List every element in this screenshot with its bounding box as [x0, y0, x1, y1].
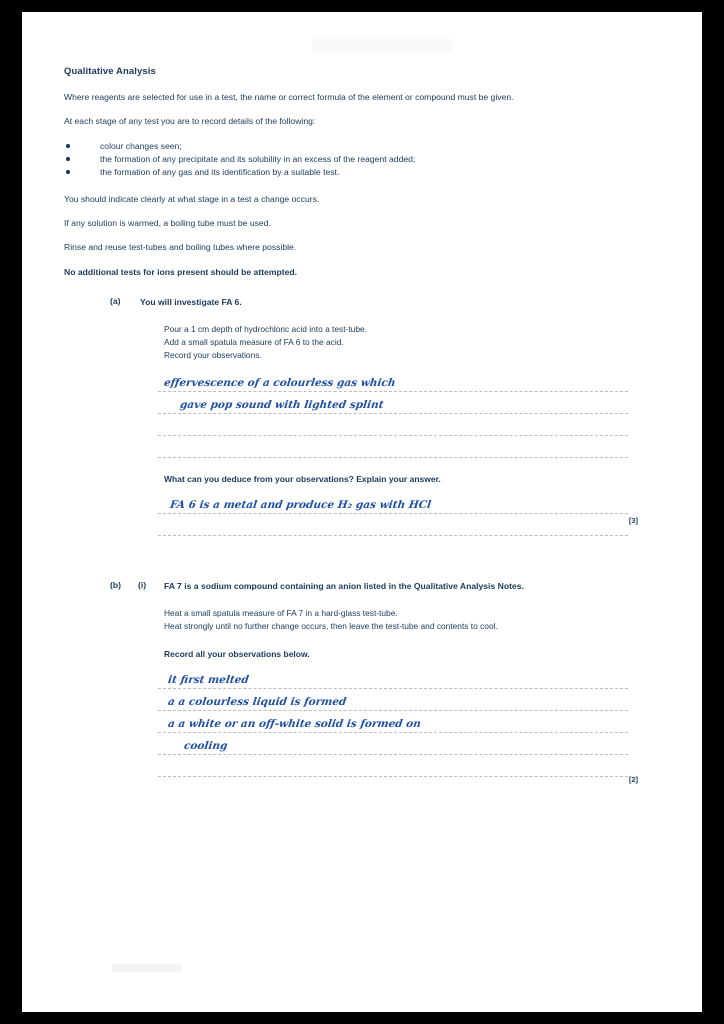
answer-line[interactable]	[158, 733, 628, 755]
instruction-line: Add a small spatula measure of FA 6 to the acid.	[164, 337, 344, 348]
question-a-answer-area[interactable]	[158, 370, 628, 458]
answer-line[interactable]	[158, 667, 628, 689]
list-item: the formation of any precipitate and its solubility in an excess of the reagent added;	[64, 153, 664, 166]
bold-note: No additional tests for ions present should be attempted.	[64, 266, 298, 277]
answer-line[interactable]	[158, 711, 628, 733]
intro-paragraph-1: Where reagents are selected for use in a test, the name or correct formula of the element or compound must be given.	[64, 92, 514, 102]
document-content	[64, 66, 664, 785]
marks-b: [2]	[628, 775, 638, 785]
question-b-answer-area[interactable]	[158, 667, 638, 785]
question-a-deduce-area[interactable]	[158, 492, 638, 536]
answer-line[interactable]	[158, 414, 628, 436]
question-b	[64, 580, 664, 785]
answer-line[interactable]	[158, 370, 628, 392]
question-a	[64, 296, 664, 536]
handwriting-text: a a colourless liquid is formed	[167, 696, 348, 709]
instruction-line: Heat strongly until no further change occurs, then leave the test-tube and contents to cool.	[164, 621, 498, 632]
handwriting-text: it first melted	[167, 674, 250, 687]
instruction-line: Heat a small spatula measure of FA 7 in a hard-glass test-tube.	[164, 608, 398, 619]
handwriting-text: gave pop sound with lighted splint	[179, 399, 385, 412]
answer-line[interactable]	[158, 492, 628, 514]
list-item: the formation of any gas and its identification by a suitable test.	[64, 166, 664, 179]
question-b-record-prompt: Record all your observations below.	[164, 649, 310, 660]
observation-bullet-list	[64, 140, 664, 179]
page-footer-watermark	[112, 964, 182, 972]
handwriting-text: cooling	[183, 740, 229, 753]
question-a-heading: You will investigate FA 6.	[140, 297, 242, 308]
note-paragraph-1: You should indicate clearly at what stage in a test a change occurs.	[64, 193, 320, 204]
note-paragraph-2: If any solution is warmed, a boiling tube must be used.	[64, 218, 271, 229]
question-a-instructions	[164, 323, 664, 362]
list-item: colour changes seen;	[64, 140, 664, 153]
handwriting-text: effervescence of a colourless gas which	[163, 377, 397, 390]
answer-line[interactable]	[158, 514, 628, 536]
answer-line[interactable]	[158, 689, 628, 711]
question-a-deduce-prompt: What can you deduce from your observations? Explain your answer.	[164, 474, 441, 485]
question-b-label: (b)	[110, 580, 121, 591]
question-b-heading: FA 7 is a sodium compound containing an anion listed in the Qualitative Analysis Notes.	[164, 581, 524, 592]
answer-line[interactable]	[158, 755, 628, 777]
question-b-sublabel: (i)	[138, 580, 147, 591]
instruction-line: Record your observations.	[164, 350, 262, 361]
note-paragraph-3: Rinse and reuse test-tubes and boiling tubes where possible.	[64, 242, 297, 253]
page-title: Qualitative Analysis	[64, 66, 156, 77]
question-b-instructions	[164, 607, 664, 633]
question-a-label: (a)	[110, 296, 121, 307]
handwriting-text: FA 6 is a metal and produce H₂ gas with HCl	[169, 499, 432, 512]
exam-page	[22, 12, 702, 1012]
marks-a: [3]	[628, 516, 638, 526]
page-header-watermark	[312, 38, 452, 52]
handwriting-text: a a white or an off-white solid is formed on	[167, 718, 422, 731]
instruction-line: Pour a 1 cm depth of hydrochloric acid into a test-tube.	[164, 324, 367, 335]
answer-line[interactable]	[158, 436, 628, 458]
answer-line[interactable]	[158, 392, 628, 414]
intro-paragraph-2: At each stage of any test you are to record details of the following:	[64, 116, 316, 127]
